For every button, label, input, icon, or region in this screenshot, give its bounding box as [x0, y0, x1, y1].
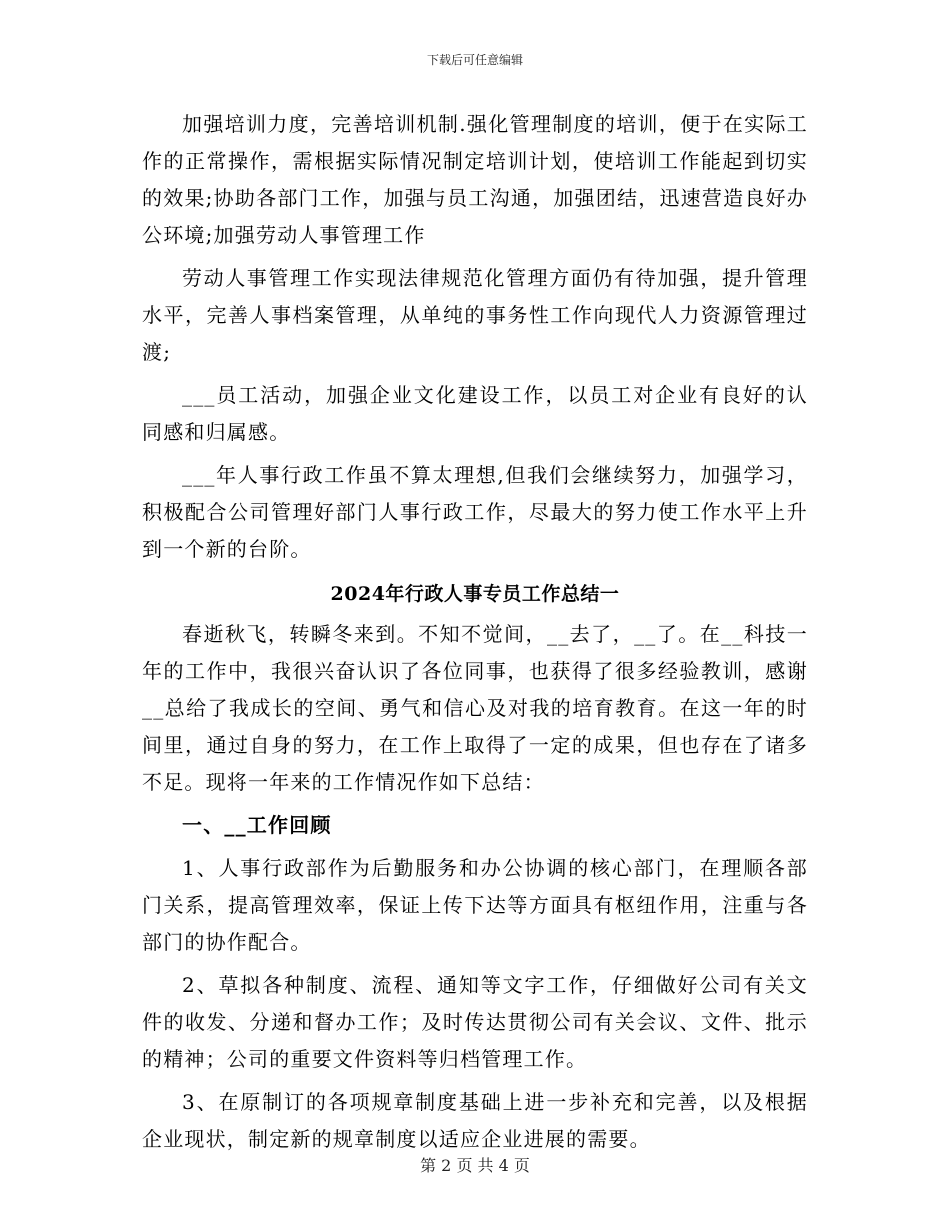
section-title: 2024年行政人事专员工作总结一	[330, 583, 620, 605]
page-footer: 第 2 页 共 4 页	[420, 1156, 530, 1175]
paragraph-training: 加强培训力度，完善培训机制.强化管理制度的培训，便于在实际工作的正常操作，需根据实际情况制定培训计划，使培训工作能起到切实的效果;协助各部门工作，加强与员工沟通，加强团结，迅速营造良好办公环境;加强劳动人事管理工作	[142, 112, 808, 247]
list-item: 3、在原制订的各项规章制度基础上进一步补充和完善，以及根据企业现状，制定新的规章制度以适应企业进展的需要。	[142, 1090, 808, 1151]
list-item: 1、人事行政部作为后勤服务和办公协调的核心部门，在理顺各部门关系，提高管理效率，保证上传下达等方面具有枢纽作用，注重与各部门的协作配合。	[142, 856, 808, 954]
page-header: 下载后可任意编辑	[426, 53, 523, 67]
subheading-work-review: 一、__工作回顾	[182, 813, 332, 837]
document-body	[142, 106, 808, 1164]
list-item: 2、草拟各种制度、流程、通知等文字工作，仔细做好公司有关文件的收发、分递和督办工作；及时传达贯彻公司有关会议、文件、批示的精神；公司的重要文件资料等归档管理工作。	[142, 973, 808, 1071]
paragraph-year-summary: ___年人事行政工作虽不算太理想,但我们会继续努力，加强学习，积极配合公司管理好部门人事行政工作，尽最大的努力使工作水平上升到一个新的台阶。	[142, 463, 808, 561]
paragraph-intro: 春逝秋飞，转瞬冬来到。不知不觉间，__去了，__了。在__科技一年的工作中，我很兴奋认识了各位同事，也获得了很多经验教训，感谢__总给了我成长的空间、勇气和信心及对我的培育教育。在这一年的时间里，通过自身的努力，在工作上取得了一定的成果，但也存在了诸多不足。现将一年来的工作情况作如下总结：	[142, 622, 808, 794]
paragraph-employee-activities: ___员工活动，加强企业文化建设工作，以员工对企业有良好的认同感和归属感。	[142, 383, 808, 444]
paragraph-personnel-management: 劳动人事管理工作实现法律规范化管理方面仍有待加强，提升管理水平，完善人事档案管理，从单纯的事务性工作向现代人力资源管理过渡;	[142, 266, 808, 364]
